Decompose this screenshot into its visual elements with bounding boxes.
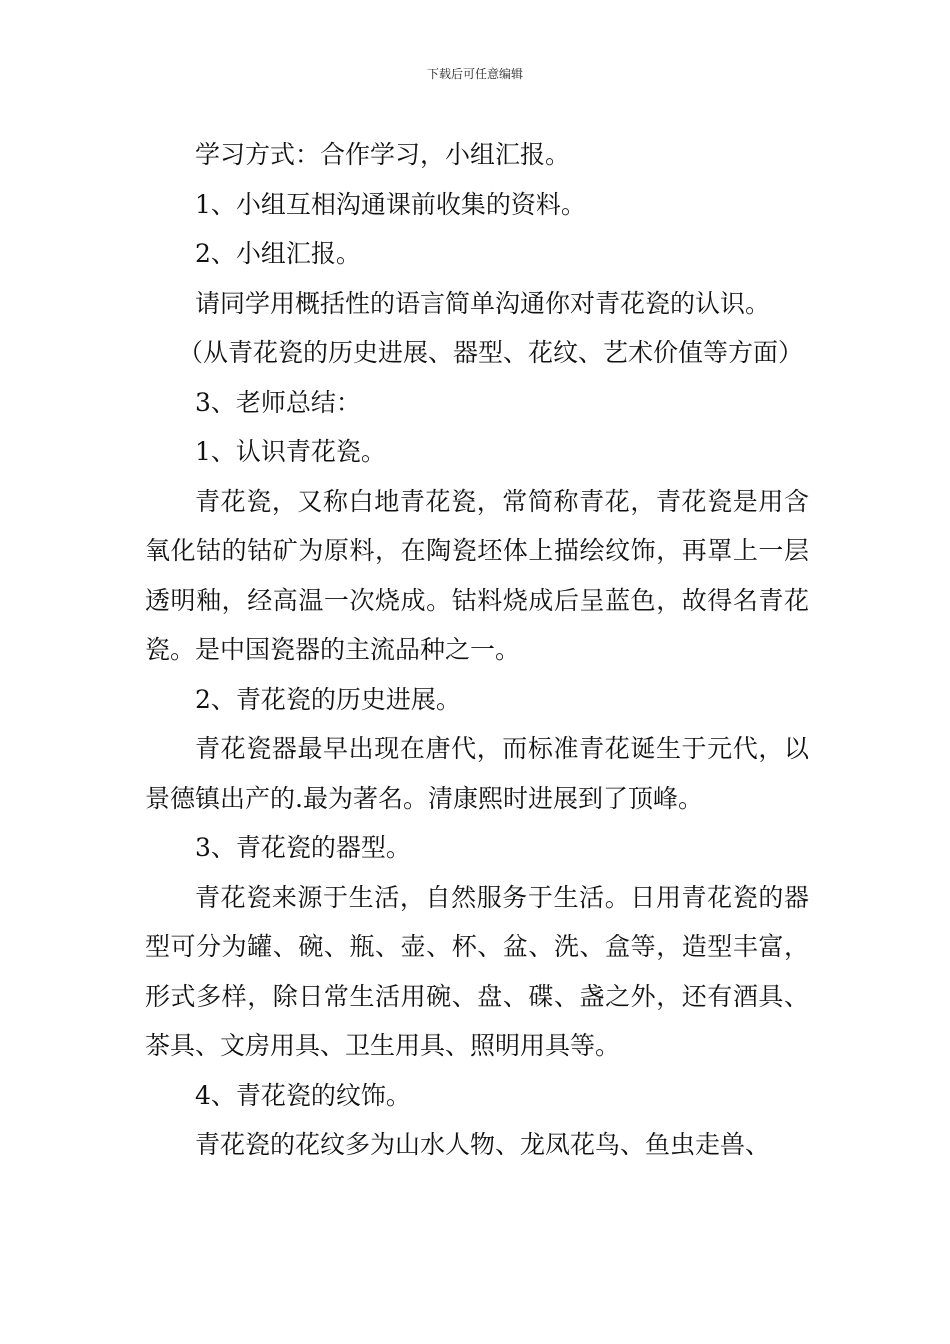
heading-shapes: 3、青花瓷的器型。 xyxy=(195,833,411,862)
paragraph-learning-method: 学习方式：合作学习，小组汇报。 xyxy=(195,140,571,169)
paragraph-step-1: 1、小组互相沟通课前收集的资料。 xyxy=(195,189,586,219)
paragraph-definition: 青花瓷，又称白地青花瓷，常简称青花，青花瓷是用含氧化钴的钴矿为原料，在陶瓷坯体上描绘纹饰，再罩上一层透明釉，经高温一次烧成。钴料烧成后呈蓝色，故得名青花瓷。是中国瓷器的主流品种之一。 xyxy=(145,486,809,664)
paragraph-history: 青花瓷器最早出现在唐代，而标准青花诞生于元代，以景德镇出产的.最为著名。清康熙时进展到了顶峰。 xyxy=(145,734,809,813)
paragraph-shapes: 青花瓷来源于生活，自然服务于生活。日用青花瓷的器型可分为罐、碗、瓶、壶、杯、盆、洗、盒等，造型丰富，形式多样，除日常生活用碗、盘、碟、盏之外，还有酒具、茶具、文房用具、卫生用具、照明用具等。 xyxy=(145,882,809,1060)
heading-patterns: 4、青花瓷的纹饰。 xyxy=(195,1080,411,1110)
paragraph-aspects: （从青花瓷的历史进展、器型、花纹、艺术价值等方面） xyxy=(178,338,804,367)
page-header: 下载后可任意编辑 xyxy=(426,67,523,81)
heading-know-porcelain: 1、认识青花瓷。 xyxy=(195,437,386,466)
paragraph-teacher-summary: 3、老师总结： xyxy=(195,387,361,417)
paragraph-step-2: 2、小组汇报。 xyxy=(195,239,361,268)
document-body xyxy=(145,130,809,1170)
paragraph-patterns: 青花瓷的花纹多为山水人物、龙凤花鸟、鱼虫走兽、 xyxy=(195,1130,771,1159)
heading-history: 2、青花瓷的历史进展。 xyxy=(195,684,461,714)
paragraph-prompt: 请同学用概括性的语言简单沟通你对青花瓷的认识。 xyxy=(195,288,771,318)
